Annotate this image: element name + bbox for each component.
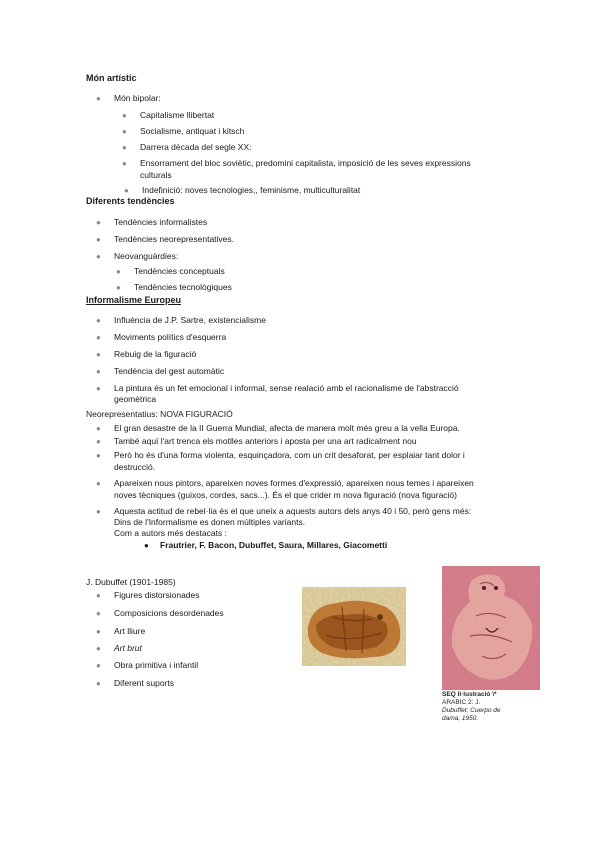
list-item-continuation: culturals — [140, 170, 172, 180]
list-item: Darrera dècada del segle XX: — [140, 142, 252, 152]
list-item: Aquesta actitud de rebel·lia és el que uneix a aquests autors dels anys 40 i 50, però gens més: — [114, 506, 472, 516]
list-item: Moviments polítics d'esquerra — [114, 332, 227, 342]
list-item: Rebuig de la figuració — [114, 349, 197, 359]
bullet-icon: ● — [96, 350, 101, 359]
authors-list: Frautrier, F. Bacon, Dubuffet, Saura, Millares, Giacometti — [160, 540, 388, 550]
heading-diferents-tendencies: Diferents tendències — [86, 196, 175, 206]
list-item: Obra primitiva i infantil — [114, 660, 199, 670]
bullet-icon: ● — [96, 591, 101, 600]
bullet-icon: ● — [96, 679, 101, 688]
bullet-icon: ● — [96, 627, 101, 636]
dubuffet-painting-image — [302, 587, 406, 666]
bullet-icon: ● — [116, 283, 121, 292]
bullet-icon: ● — [96, 94, 101, 103]
list-item: Ensorrament del bloc soviètic, predomini capitalista, imposició de les seves expressions — [140, 158, 471, 168]
list-item: També aquí l'art trenca els motlles anteriors i aposta per una art radicalment nou — [114, 436, 417, 446]
list-item: El gran desastre de la II Guerra Mundial, afecta de manera molt més greu a la vella Europa. — [114, 423, 460, 433]
list-item-continuation: geomètrica — [114, 394, 157, 404]
bullet-icon: ● — [96, 479, 101, 488]
list-item-continuation: Com a autors més destacats : — [114, 528, 227, 538]
list-item: Art brut — [114, 643, 142, 653]
caption-line: dama, 1950. — [442, 715, 479, 722]
bullet-icon: ● — [122, 143, 127, 152]
list-item: Figures distorsionades — [114, 590, 200, 600]
cuerpo-de-dama-image — [442, 566, 540, 690]
list-item: Art lliure — [114, 626, 146, 636]
bullet-icon: ● — [96, 367, 101, 376]
bullet-icon: ● — [96, 424, 101, 433]
list-item: Però ho és d'una forma violenta, esquinçadora, com un crit desaforat, per esplaiar tant dolor i — [114, 450, 465, 460]
bullet-icon: ● — [122, 127, 127, 136]
bullet-icon: ● — [96, 218, 101, 227]
list-item-continuation: destrucció. — [114, 462, 156, 472]
list-item: Composicions desordenades — [114, 608, 224, 618]
bullet-icon: ● — [96, 609, 101, 618]
list-item: Tendències tecnològiques — [134, 282, 232, 292]
list-item: La pintura és un fet emocional i informal, sense realació amb el racionalisme de l'abstracció — [114, 383, 459, 393]
list-item: Diferent suports — [114, 678, 174, 688]
bullet-icon: ● — [96, 644, 101, 653]
list-item: Capitalisme llibertat — [140, 110, 215, 120]
bullet-icon: ● — [144, 541, 149, 550]
list-item: Neovanguàrdies: — [114, 251, 179, 261]
bullet-icon: ● — [116, 267, 121, 276]
list-item: Tendències neorepresentatives. — [114, 234, 235, 244]
bullet-icon: ● — [96, 316, 101, 325]
bullet-icon: ● — [122, 111, 127, 120]
list-item: Tendències conceptuals — [134, 266, 225, 276]
bullet-icon: ● — [96, 661, 101, 670]
caption-line: SEQ Il·lustració \* — [442, 691, 497, 698]
heading-informalisme-europeu: Informalisme Europeu — [86, 295, 182, 305]
bullet-icon: ● — [96, 333, 101, 342]
list-item: Indefinició: noves tecnologies,, feminisme, multiculturalitat — [142, 185, 361, 195]
bullet-icon: ● — [96, 507, 101, 516]
bullet-icon: ● — [96, 252, 101, 261]
bullet-icon: ● — [96, 451, 101, 460]
list-item: Món bipolar: — [114, 93, 161, 103]
bullet-icon: ● — [124, 186, 129, 195]
bullet-icon: ● — [96, 235, 101, 244]
bullet-icon: ● — [122, 159, 127, 168]
list-item: Tendència del gest automàtic — [114, 366, 225, 376]
list-item: Tendències informalistes — [114, 217, 208, 227]
list-item: Socialisme, antiquat i kitsch — [140, 126, 245, 136]
heading-neorepresentatius: Neorepresentatius: NOVA FIGURACIÓ — [86, 409, 233, 419]
heading-mon-artistic: Món artístic — [86, 73, 137, 83]
list-item: Influència de J.P. Sartre, existencialisme — [114, 315, 266, 325]
figure-caption — [442, 691, 501, 723]
list-item: Apareixen nous pintors, apareixen noves formes d'expressió, apareixen nous temes i apareixen — [114, 478, 474, 488]
caption-line: Dubuffet: Cuerpo de — [442, 707, 501, 714]
caption-line: ARABIC 2: J. — [442, 699, 481, 706]
list-item-continuation: Dins de l'Informalisme es donen múltiples variants. — [114, 517, 306, 527]
bullet-icon: ● — [96, 437, 101, 446]
bullet-icon: ● — [96, 384, 101, 393]
heading-dubuffet: J. Dubuffet (1901-1985) — [86, 577, 176, 587]
list-item-continuation: noves tècniques (guixos, cordes, sacs...). És el que crider m nova figuració (nova figuració) — [114, 490, 457, 500]
